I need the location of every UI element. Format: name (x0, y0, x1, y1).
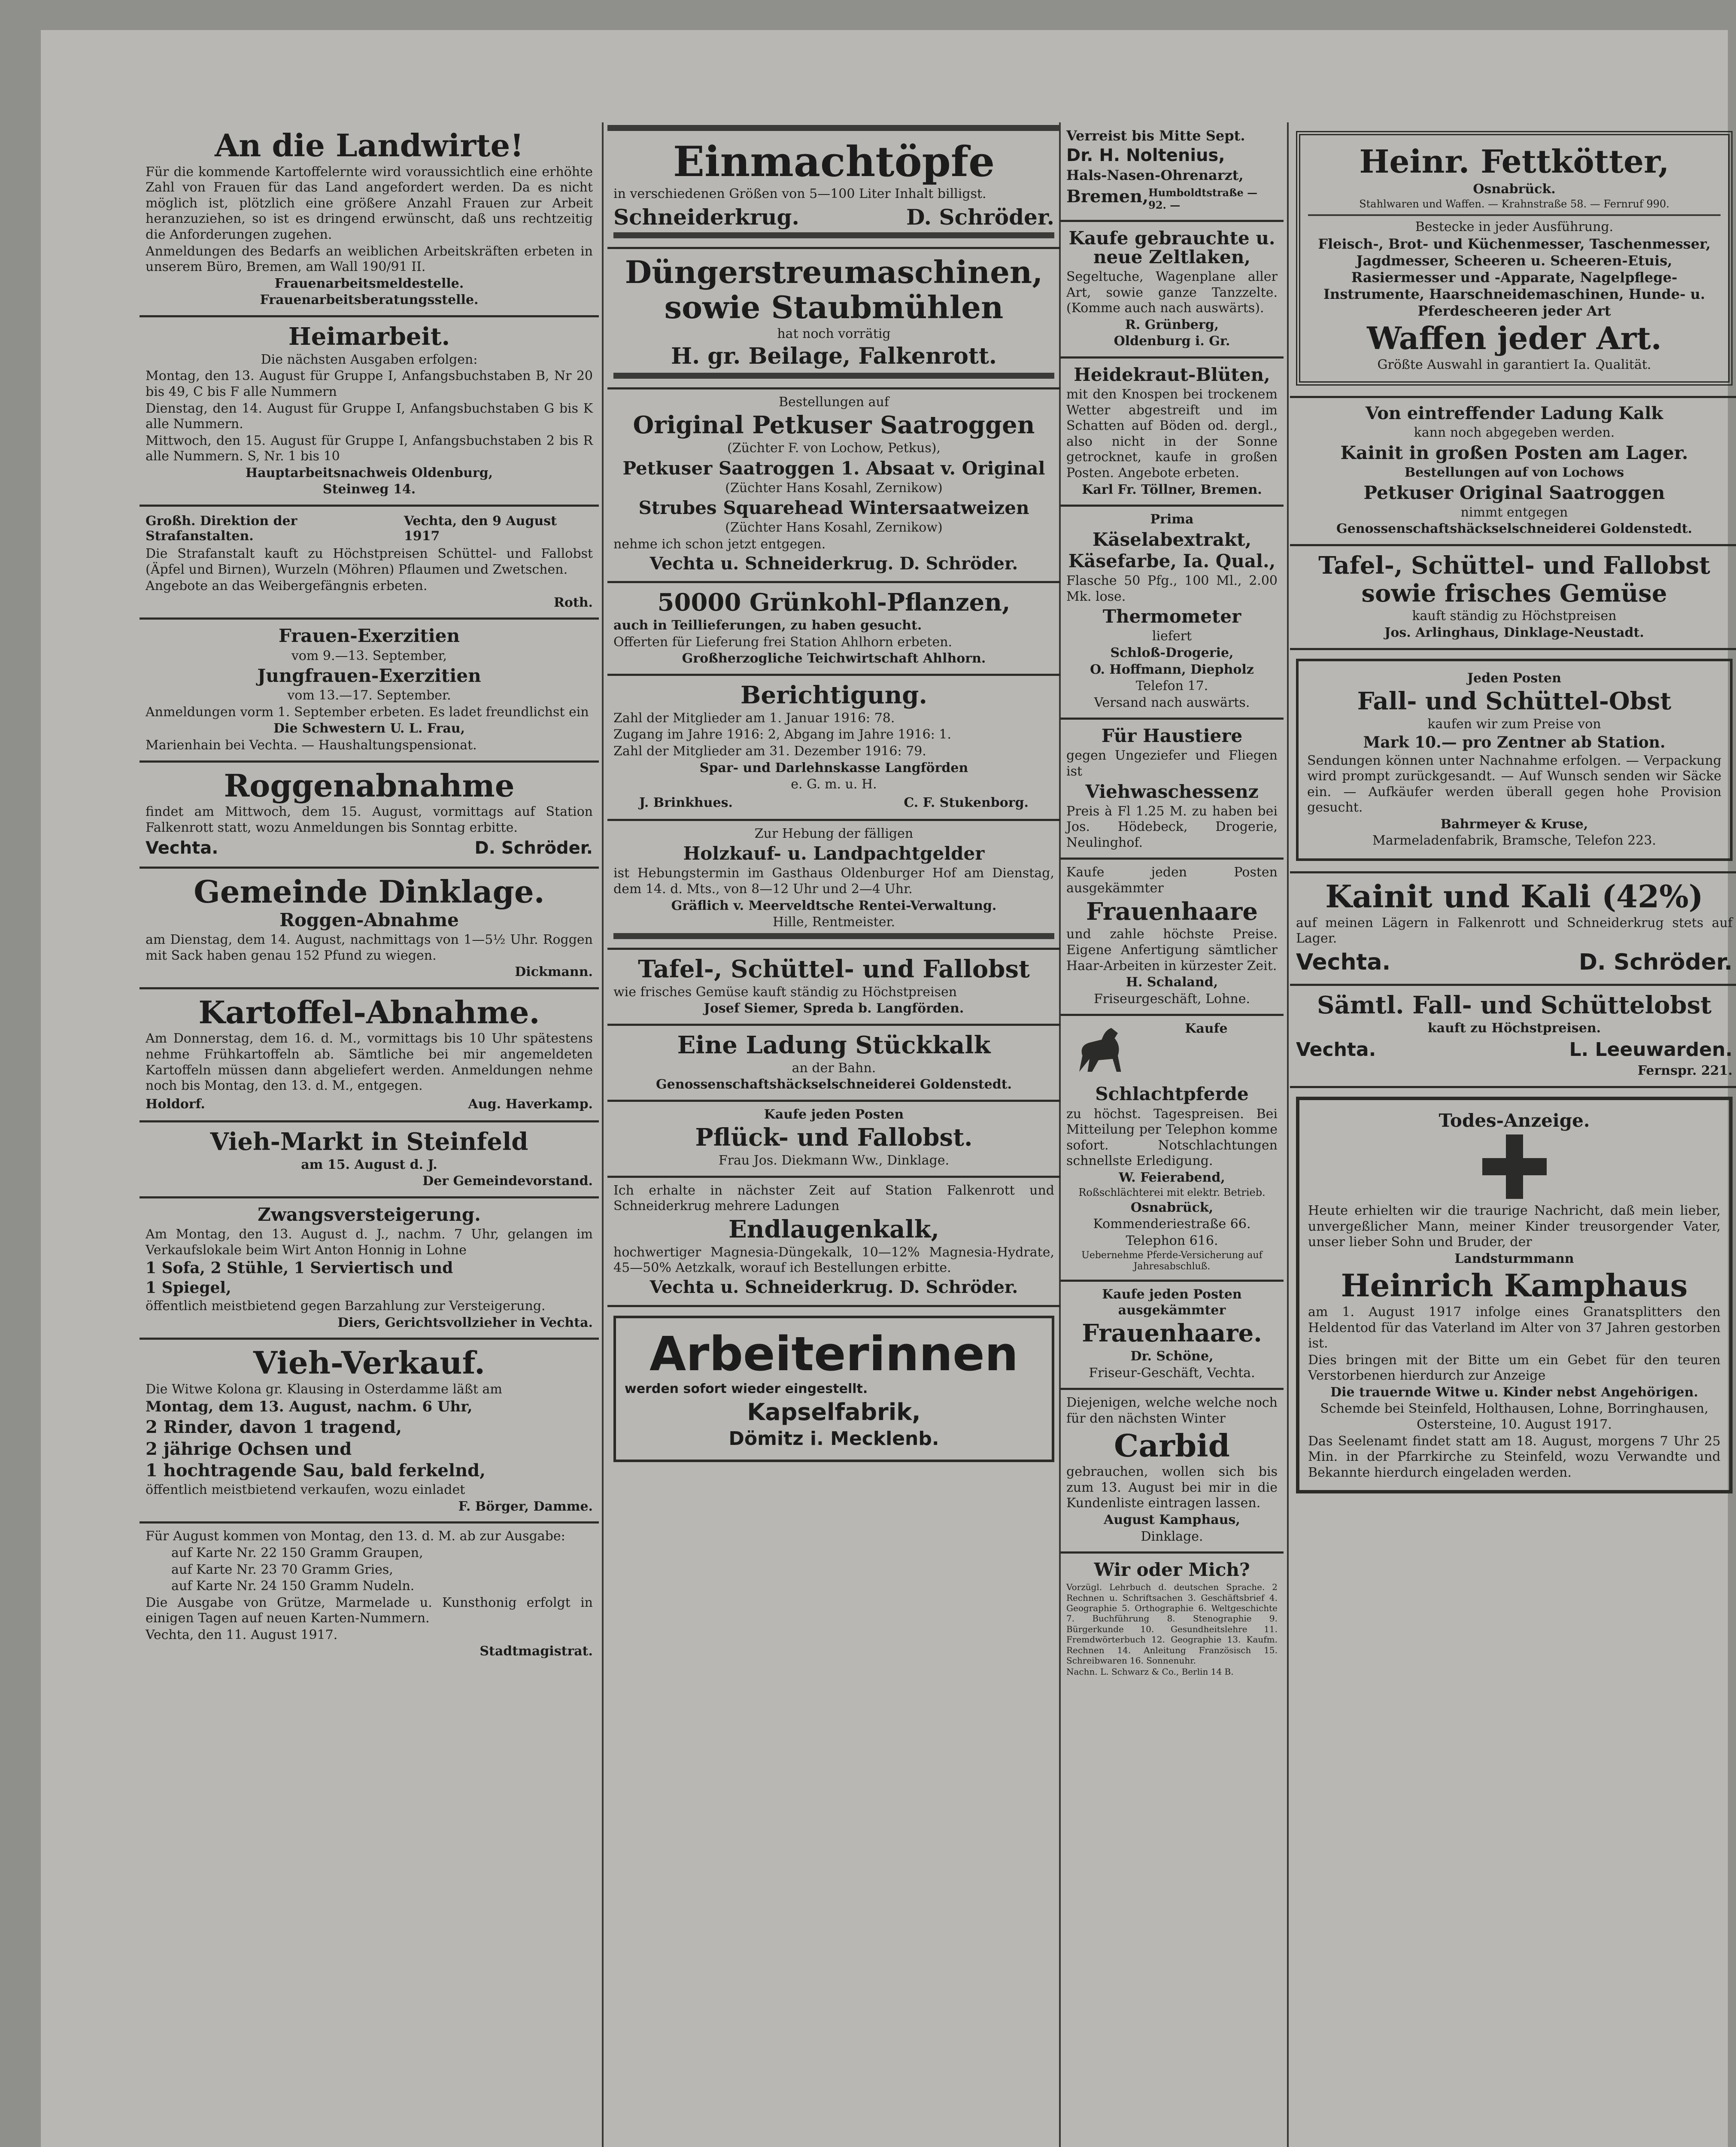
ad-bahrmeyer (1290, 650, 1736, 873)
ad-viehverkauf (140, 1340, 599, 1524)
ad-heidekraut (1060, 359, 1284, 507)
ad-body: Dies bringen mit der Bitte um ein Gebet für den teuren Verstorbenen hierdurch zur Anzeige (1308, 1352, 1721, 1384)
ad-title: Tafel-, Schüttel- und Fallobst (638, 955, 1030, 983)
ad-signature: O. Hoffmann, Diepholz (1090, 662, 1254, 677)
ad-pretitle: Kaufe jeden Posten ausgekämmter (1066, 865, 1278, 896)
ad-signature: Oldenburg i. Gr. (1114, 334, 1230, 349)
ad-body: Sendungen können unter Nachnahme erfolgen. — Verpackung wird prompt zurückgesandt. — Auf Wunsch senden wir Säcke ein. — Aufkäufer werden überall gegen hohe Provision gesucht. (1307, 753, 1721, 815)
ad-title: Käsefarbe, Ia. Qual., (1068, 550, 1276, 572)
ad-gruenkohl (607, 583, 1060, 676)
ad-zwangsversteigerung (140, 1198, 599, 1340)
ad-title: Petkuser Original Saatroggen (1363, 482, 1665, 503)
ad-date: vom 13.—17. September. (287, 688, 451, 703)
ad-title: Fall- und Schüttel-Obst (1357, 687, 1672, 716)
ad-noltenius (1060, 122, 1284, 222)
ad-body: Dienstag, den 14. August für Gruppe I, Anfangsbuchstaben G bis K alle Nummern. (146, 401, 593, 432)
ad-signature: Die Schwestern U. L. Frau, (273, 721, 465, 736)
ad-title: Heimarbeit. (288, 322, 450, 351)
column-2 (607, 122, 1060, 1472)
ad-title: Frauenhaare (1086, 897, 1258, 926)
ad-body: Anmeldungen vorm 1. September erbeten. Es ladet freundlichst ein (146, 704, 589, 720)
ad-ration: auf Karte Nr. 24 150 Gramm Nudeln. (171, 1578, 415, 1594)
ad-title: Strubes Squarehead Wintersaatweizen (638, 497, 1029, 519)
ad-line: Verreist bis Mitte Sept. (1066, 128, 1245, 144)
ad-body: gebrauchen, wollen sich bis zum 13. August bei mir in die Kundenliste eintragen lassen. (1066, 1464, 1278, 1511)
ad-address: Stahlwaren und Waffen. — Krahnstraße 58. — Fernruf 990. (1359, 198, 1669, 210)
ad-signature: Kommenderiestraße 66. (1093, 1216, 1251, 1232)
ad-title: Carbid (1114, 1427, 1230, 1464)
ad-pflueckobst (607, 1102, 1060, 1178)
ad-todesanzeige (1290, 1088, 1736, 1504)
ad-body: an der Bahn. (792, 1060, 876, 1076)
ad-body: Am Montag, den 13. August d. J., nachm. 7 Uhr, gelangen im Verkaufslokale beim Wirt Anton Honnig in Lohne (146, 1226, 593, 1258)
ad-body: findet am Mittwoch, dem 15. August, vormittags auf Station Falkenrott statt, wozu Anmeldungen bis Sonntag erbitte. (146, 804, 593, 835)
ad-title: Kainit und Kali (42%) (1325, 878, 1703, 915)
ad-signature: J. Brinkhues. (639, 795, 733, 810)
ad-title: An die Landwirte! (215, 127, 524, 164)
ad-signature: Versand nach auswärts. (1094, 695, 1250, 710)
ad-frame (1296, 1097, 1733, 1494)
ad-einmachtoepfe (607, 134, 1060, 249)
ad-signature: Großherzogliche Teichwirtschaft Ahlhorn. (682, 651, 986, 666)
ad-body: werden sofort wieder eingestellt. (625, 1381, 868, 1397)
ad-body: Für die kommende Kartoffelernte wird voraussichtlich eine erhöhte Zahl von Frauen für das Land angefordert werden. Da es nicht möglich ist, plötzlich eine größere Anzahl Frauen zur Arbeit heranzuziehen, so ist es dringend erwünscht, daß uns rechtzeitig die Anforderungen zugehen. (146, 164, 593, 242)
ad-item: 2 jährige Ochsen und (146, 1438, 352, 1459)
ad-body: Die Strafanstalt kauft zu Höchstpreisen Schüttel- und Fallobst (Äpfel und Birnen), Wurzeln (Möhren) Pflaumen und Zwetschen. (146, 546, 593, 577)
decorative-bar (613, 232, 1054, 238)
ad-title: Thermometer (1102, 606, 1241, 627)
ad-title: Tafel-, Schüttel- und Fallobst (1318, 551, 1710, 580)
ad-name: Heinrich Kamphaus (1341, 1267, 1688, 1304)
ad-title: Frauen-Exerzitien (279, 625, 460, 647)
ad-subtitle: Roggen-Abnahme (279, 909, 459, 931)
ad-body: Die Ausgabe von Grütze, Marmelade u. Kunsthonig erfolgt in einigen Tagen auf neuen Karten-Nummern. (146, 1595, 593, 1626)
ad-note: (Züchter Hans Kosahl, Zernikow) (725, 520, 943, 535)
ad-title: Eine Ladung Stückkalk (677, 1031, 991, 1059)
ad-leeuwarden (1290, 986, 1736, 1088)
ad-city: Bremen, (1066, 186, 1149, 207)
ad-heading: Großh. Direktion der Strafanstalten. (146, 514, 297, 544)
ad-pretitle: Ich erhalte in nächster Zeit auf Station Falkenrott und Schneiderkrug mehrere Ladungen (613, 1183, 1054, 1214)
ad-signature: August Kamphaus, (1104, 1512, 1240, 1527)
ad-wir-oder-mich (1060, 1554, 1284, 1684)
ad-date: Vechta, den 11. August 1917. (146, 1627, 338, 1642)
ad-line: Zahl der Mitglieder am 1. Januar 1916: 78. (613, 710, 895, 726)
ad-body: kaufen wir zum Preise von (1427, 717, 1601, 732)
ad-body: Bestecke in jeder Ausführung. (1415, 219, 1614, 234)
ad-footer: Größte Auswahl in garantiert Ia. Qualität. (1377, 357, 1651, 372)
ad-kartoffel (140, 989, 599, 1122)
ad-signature: Frauenarbeitsmeldestelle. (274, 276, 464, 291)
ad-title: Kaufe gebrauchte u. neue Zeltlaken, (1068, 227, 1275, 268)
ad-price: Mark 10.— pro Zentner ab Station. (1363, 733, 1666, 751)
ad-frauenhaare-lohne (1060, 860, 1284, 1016)
newspaper-page (41, 30, 1733, 2147)
ad-body: und zahle höchste Preise. Eigene Anfertigung sämtlicher Haar-Arbeiten in kürzester Zeit. (1066, 927, 1278, 973)
ad-frauenhaare-vechta (1060, 1282, 1284, 1390)
ad-title: Arbeiterinnen (649, 1326, 1019, 1381)
ad-arbeiterinnen (607, 1307, 1060, 1473)
ad-signature: Dinklage. (1141, 1529, 1203, 1544)
ad-kalk-kainit (1290, 398, 1736, 546)
ad-body: am 1. August 1917 infolge eines Granatsplitters den Heldentod für das Vaterland im Alter von 37 Jahren gestorben ist. (1308, 1304, 1721, 1351)
ad-tafelobst (607, 950, 1060, 1026)
ad-title: Petkuser Saatroggen 1. Absaat v. Original (622, 457, 1045, 479)
ad-signature: Dömitz i. Mecklenb. (728, 1427, 939, 1450)
ad-item: 2 Rinder, davon 1 tragend, (146, 1417, 402, 1437)
ad-pretitle: Prima (1150, 512, 1194, 527)
ad-signature: Frauenarbeitsberatungsstelle. (260, 292, 479, 308)
ad-signature: Der Gemeindevorstand. (422, 1174, 593, 1189)
ad-signature: Josef Siemer, Spreda b. Langförden. (704, 1001, 964, 1016)
ad-signature: Roth. (553, 595, 593, 610)
ad-body: in verschiedenen Größen von 5—100 Liter Inhalt billigst. (613, 186, 986, 201)
ad-signature: Marmeladenfabrik, Bramsche, Telefon 223. (1372, 833, 1656, 848)
ad-frame (613, 1316, 1054, 1463)
ad-item: 1 hochtragende Sau, bald ferkelnd, (146, 1460, 486, 1481)
ad-haustiere (1060, 720, 1284, 860)
ad-signature: Hille, Rentmeister. (772, 915, 895, 930)
ad-body: wie frisches Gemüse kauft ständig zu Höchstpreisen (613, 984, 957, 1000)
ad-body: Flasche 50 Pfg., 100 Ml., 2.00 Mk. lose. (1066, 573, 1278, 604)
ad-direktion (140, 507, 599, 620)
ad-item: 1 Sofa, 2 Stühle, 1 Serviertisch und (146, 1259, 453, 1277)
ad-signature: Jos. Arlinghaus, Dinklage-Neustadt. (1384, 625, 1644, 641)
ad-berichtigung (607, 676, 1060, 821)
ad-body: auch in Teillieferungen, zu haben gesucht. (613, 618, 922, 633)
ad-title: Jungfrauen-Exerzitien (257, 665, 481, 687)
ad-note: (Züchter F. von Lochow, Petkus), (727, 441, 941, 456)
iron-cross-icon (1482, 1134, 1547, 1199)
ad-body: Vorzügl. Lehrbuch d. deutschen Sprache. 2 Rechnen u. Schriftsachen 3. Geschäftsbrief 4. Geographie 5. Orthographie 6. Weltgeschichte 7. Buchführung 8. Stenographie 9. Bürgerkunde 10. Gesundheitslehre 11. Fremdwörterbuch 12. Geographie 13. Kaufm. Rechnen 14. Anleitung Französisch 15. Schreibwaren 16. Sonnenuhr. (1066, 1582, 1278, 1666)
ad-title: Berichtigung. (741, 681, 927, 709)
ad-title: Wir oder Mich? (1094, 1559, 1250, 1581)
ad-line: Zugang im Jahre 1916: 2, Abgang im Jahre 1916: 1. (613, 727, 951, 742)
ad-line: Dr. H. Noltenius, (1066, 146, 1225, 166)
ad-title: sowie Staubmühlen (664, 289, 1004, 325)
ad-address: Humboldtstraße — 92. — (1148, 186, 1258, 211)
ad-title: Kainit in großen Posten am Lager. (1340, 442, 1688, 463)
ad-family: Die trauernde Witwe u. Kinder nebst Angehörigen. (1330, 1384, 1698, 1400)
ad-body: Die nächsten Ausgaben erfolgen: (261, 352, 478, 367)
ad-pretitle: Zur Hebung der fälligen (754, 826, 914, 841)
ad-signature: Karl Fr. Töllner, Bremen. (1082, 482, 1262, 497)
decorative-bar (613, 933, 1054, 939)
ad-title: Frauenhaare. (1082, 1319, 1262, 1348)
ad-title: Schlachtpferde (1095, 1083, 1249, 1105)
ad-place: Vechta. (1296, 949, 1391, 975)
ad-body: öffentlich meistbietend verkaufen, wozu einladet (146, 1482, 465, 1498)
ad-title: Düngerstreumaschinen, (625, 254, 1043, 291)
horse-icon (1066, 1020, 1131, 1085)
ad-zeltlaken (1060, 222, 1284, 359)
ad-date: Montag, dem 13. August, nachm. 6 Uhr, (146, 1398, 473, 1416)
divider (1308, 214, 1721, 216)
ad-pretitle: Bestellungen auf von Lochows (1404, 465, 1624, 480)
ad-signature: Vechta u. Schneiderkrug. D. Schröder. (649, 1277, 1018, 1297)
ad-line: kann noch abgegeben werden. (1414, 425, 1615, 441)
ad-body: Am Donnerstag, dem 16. d. M., vormittags bis 10 Uhr spätestens nehme Frühkartoffeln ab. Sämtliche bei mir angemeldeten Kartoffeln müssen dann abgeliefert werden. Anmeldungen nehme noch bis Montag, den 13. d. M., entgegen. (146, 1031, 593, 1094)
ad-kainit-kali (1290, 873, 1736, 986)
ad-signature: Aug. Haverkamp. (468, 1096, 593, 1112)
ad-title: Holzkauf- u. Landpachtgelder (683, 843, 985, 864)
ad-signature: Friseurgeschäft, Lohne. (1093, 991, 1250, 1007)
ad-signature: Nachn. L. Schwarz & Co., Berlin 14 B. (1066, 1667, 1234, 1677)
ad-exerzitien (140, 620, 599, 762)
ad-body: Die Witwe Kolona gr. Klausing in Osterdamme läßt am (146, 1381, 502, 1397)
ad-signature: Schloß-Drogerie, (1110, 645, 1234, 660)
ad-title: Für Haustiere (1101, 725, 1243, 747)
ad-body: nimmt entgegen (1460, 505, 1568, 520)
ad-signature: Bahrmeyer & Kruse, (1440, 816, 1588, 832)
ad-signature: L. Leeuwarden. (1569, 1039, 1733, 1061)
ad-pretitle: Diejenigen, welche welche noch für den nächsten Winter (1066, 1395, 1278, 1426)
ad-title: Heidekraut-Blüten, (1074, 364, 1270, 386)
ad-signature: H. gr. Beilage, Falkenrott. (671, 343, 997, 370)
ad-title: Viehwaschessenz (1085, 781, 1259, 802)
ad-signature: Hauptarbeitsnachweis Oldenburg, (245, 465, 493, 480)
ad-rank: Landsturmmann (1454, 1251, 1574, 1266)
ad-body: Heute erhielten wir die traurige Nachricht, daß mein lieber, unvergeßlicher Mann, meiner Kinder treusorgender Vater, unser lieber Sohn und Bruder, der (1308, 1203, 1721, 1250)
ad-signature: D. Schröder. (474, 838, 593, 858)
ad-frame (1296, 659, 1733, 861)
ad-item: 1 Spiegel, (146, 1279, 231, 1297)
ad-signature: Marienhain bei Vechta. — Haushaltungspensionat. (146, 738, 477, 753)
ad-signature: R. Grünberg, (1125, 317, 1219, 332)
ad-body: öffentlich meistbietend gegen Barzahlung zur Versteigerung. (146, 1298, 546, 1314)
ad-pretitle: Kaufe jeden Posten ausgekämmter (1102, 1287, 1242, 1318)
ad-ration: auf Karte Nr. 22 150 Gramm Graupen, (171, 1545, 423, 1560)
ad-pretitle: Jeden Posten (1467, 670, 1561, 686)
ad-subtitle: am 15. August d. J. (301, 1157, 437, 1172)
ad-body: Offerten für Lieferung frei Station Ahlhorn erbeten. (613, 634, 953, 650)
ad-line: e. G. m. u. H. (791, 777, 877, 792)
decorative-bar (607, 125, 1060, 131)
ad-body: kauft ständig zu Höchstpreisen (1412, 608, 1617, 624)
ad-note: (Züchter Hans Kosahl, Zernikow) (725, 480, 943, 496)
ad-body: Für August kommen von Montag, den 13. d. M. ab zur Ausgabe: (146, 1529, 565, 1544)
ad-body: hat noch vorrätig (777, 326, 891, 341)
ad-title: Original Petkuser Saatroggen (633, 411, 1035, 440)
ad-title: Vieh-Verkauf. (253, 1344, 486, 1381)
ad-signature: F. Börger, Damme. (458, 1499, 593, 1514)
ad-body: gegen Ungeziefer und Fliegen ist (1066, 748, 1278, 779)
column-rule (602, 122, 604, 2147)
ad-duenger (607, 249, 1060, 389)
ad-signature: Steinweg 14. (322, 482, 416, 497)
ad-place: Vechta. (146, 838, 219, 858)
ad-signature: Genossenschaftshäckselschneiderei Goldenstedt. (1336, 521, 1692, 537)
ad-body: Anmeldungen des Bedarfs an weiblichen Arbeitskräften erbeten in unserem Büro, Bremen, am Wall 190/91 II. (146, 243, 593, 275)
ad-schlachtpferde (1060, 1016, 1284, 1282)
ad-date: Vechta, den 9 August 1917 (404, 514, 557, 544)
ad-phone: Fernspr. 221. (1637, 1063, 1733, 1079)
ad-title: 50000 Grünkohl-Pflanzen, (657, 588, 1011, 617)
ad-line: Zahl der Mitglieder am 31. Dezember 1916: 79. (613, 743, 926, 759)
ad-dinklage (140, 869, 599, 989)
ad-signature: W. Feierabend, (1119, 1170, 1225, 1185)
column-1 (140, 122, 599, 1667)
ad-endlaugenkalk (607, 1178, 1060, 1307)
ad-signature: Dr. Schöne, (1130, 1349, 1214, 1364)
ad-pretitle: Kaufe jeden Posten (764, 1107, 904, 1122)
ad-signature: D. Schröder. (1578, 949, 1733, 975)
ad-body: Preis à Fl 1.25 M. zu haben bei Jos. Hödebeck, Drogerie, Neulinghof. (1066, 803, 1278, 850)
ad-line: Spar- und Darlehnskasse Langförden (699, 760, 968, 775)
ad-title: Todes-Anzeige. (1439, 1110, 1590, 1131)
ad-signature: Diers, Gerichtsvollzieher in Vechta. (337, 1315, 593, 1330)
ad-title: Einmachtöpfe (673, 137, 995, 186)
ad-body: Fleisch-, Brot- und Küchenmesser, Taschenmesser, Jagdmesser, Scheeren u. Scheeren-Etuis, Rasiermesser und -Apparate, Nagelpflege-Instrumente, Haarschneidemaschinen, Hunde- u. Pferdescheeren jeder Art (1318, 236, 1711, 319)
ad-title: sowie frisches Gemüse (1361, 579, 1667, 608)
ad-tafelobst-arlinghaus (1290, 546, 1736, 650)
ad-body: kauft zu Höchstpreisen. (1427, 1020, 1601, 1036)
ad-title: Kartoffel-Abnahme. (198, 994, 540, 1031)
ad-signature: Roßschlächterei mit elektr. Betrieb. (1078, 1186, 1266, 1199)
ad-body: zu höchst. Tagespreisen. Bei Mitteilung per Telephon komme sofort. Notschlachtungen schnellste Erledigung. (1066, 1106, 1278, 1169)
ad-signature: Uebernehme Pferde-Versicherung auf Jahresabschluß. (1081, 1250, 1263, 1272)
ad-body: Mittwoch, den 15. August für Gruppe I, Anfangsbuchstaben 2 bis R alle Nummern. S, Nr. 1 bis 10 (146, 433, 593, 464)
ad-signature: Dickmann. (515, 964, 593, 980)
ad-title: Waffen jeder Art. (1367, 320, 1662, 357)
ad-holzkauf (607, 821, 1060, 950)
ad-title: Endlaugenkalk, (728, 1215, 939, 1244)
ad-stadtmagistrat (140, 1524, 599, 1667)
ad-place: Schemde bei Steinfeld, Holthausen, Lohne, Borringhausen, Ostersteine, 10. August 1917. (1320, 1401, 1709, 1432)
ad-pretitle: Bestellungen auf (779, 394, 889, 410)
ad-body: hochwertiger Magnesia-Düngekalk, 10—12% Magnesia-Hydrate, 45—50% Aetzkalk, worauf ich Bestellungen erbitte. (613, 1244, 1054, 1276)
ad-title: Zwangsversteigerung. (258, 1204, 481, 1225)
ad-body: liefert (1152, 629, 1192, 644)
ad-frame (1296, 131, 1733, 386)
ad-body: Angebote an das Weibergefängnis erbeten. (146, 578, 428, 594)
ad-line: Hals-Nasen-Ohrenarzt, (1066, 167, 1244, 183)
ad-title: Roggenabnahme (224, 767, 515, 804)
ad-place: Holdorf. (146, 1096, 205, 1112)
ad-body: ist Hebungstermin im Gasthaus Oldenburger Hof am Dienstag, dem 14. d. Mts., von 8—12 Uhr und 2—4 Uhr. (613, 866, 1054, 897)
ad-carbid (1060, 1390, 1284, 1554)
ad-heimarbeit (140, 317, 599, 507)
ad-signature: Telephon 616. (1126, 1233, 1218, 1248)
decorative-bar (613, 373, 1054, 379)
ad-signature: Gräflich v. Meerveldtsche Rentei-Verwaltung. (671, 898, 997, 913)
ad-signature: Friseur-Geschäft, Vechta. (1089, 1365, 1255, 1381)
ad-body: mit den Knospen bei trockenem Wetter abgestreift und im Schatten auf Böden od. dergl., also nicht in der Sonne getrocknet, kaufe in großen Posten. Angebote erbeten. (1066, 387, 1278, 481)
ad-kaeselab (1060, 507, 1284, 720)
ad-body: am Dienstag, dem 14. August, nachmittags von 1—5½ Uhr. Roggen mit Sack haben genau 152 Pfund zu wiegen. (146, 932, 593, 963)
ad-viehmarkt (140, 1122, 599, 1198)
ad-body: auf meinen Lägern in Falkenrott und Schneiderkrug stets auf Lager. (1296, 915, 1733, 946)
ad-city: Osnabrück. (1473, 181, 1556, 197)
ad-line: Von eintreffender Ladung Kalk (1365, 403, 1663, 424)
ad-signature: Genossenschaftshäckselschneiderei Goldenstedt. (656, 1077, 1012, 1092)
ad-signature: Stadtmagistrat. (480, 1644, 593, 1659)
ad-petkuser (607, 389, 1060, 584)
ad-title: Käselabextrakt, (1092, 529, 1252, 550)
ad-title: Sämtl. Fall- und Schüttelobst (1317, 991, 1712, 1019)
ad-signature: H. Schaland, (1126, 975, 1218, 990)
ad-signature: Telefon 17. (1135, 678, 1208, 694)
ad-title: Gemeinde Dinklage. (194, 873, 545, 910)
ad-signature: Kapselfabrik, (747, 1398, 921, 1426)
ad-body: Das Seelenamt findet statt am 18. August, morgens 7 Uhr 25 Min. in der Pfarrkirche zu Steinfeld, wozu Verwandte und Bekannte hierdurch eingeladen werden. (1308, 1433, 1721, 1480)
column-4 (1290, 122, 1736, 1504)
ad-fettkoetter (1290, 122, 1736, 398)
ad-pretitle: Kaufe (1185, 1021, 1228, 1037)
ad-place: Vechta. (1296, 1039, 1376, 1061)
ad-signature: Vechta u. Schneiderkrug. D. Schröder. (649, 553, 1018, 574)
ad-place: Schneiderkrug. (613, 204, 799, 230)
column-rule (1287, 122, 1289, 2147)
column-3 (1060, 122, 1284, 1684)
ad-body: Montag, den 13. August für Gruppe I, Anfangsbuchstaben B, Nr 20 bis 49, C bis F alle Nummern (146, 368, 593, 399)
ad-body: Segeltuche, Wagenplane aller Art, sowie ganze Tanzzelte. (Komme auch nach auswärts). (1066, 269, 1278, 316)
ad-stueckkalk (607, 1026, 1060, 1102)
ad-date: vom 9.—13. September, (291, 648, 447, 663)
ad-body: nehme ich schon jetzt entgegen. (613, 536, 826, 552)
ad-signature: C. F. Stukenborg. (904, 795, 1029, 810)
ad-title: Pflück- und Fallobst. (695, 1123, 973, 1152)
ad-title: Heinr. Fettkötter, (1359, 143, 1669, 180)
ad-title: Vieh-Markt in Steinfeld (210, 1127, 528, 1156)
ad-signature: Frau Jos. Diekmann Ww., Dinklage. (718, 1153, 950, 1168)
ad-signature: Osnabrück, (1130, 1200, 1214, 1215)
ad-ration: auf Karte Nr. 23 70 Gramm Gries, (171, 1562, 393, 1577)
ad-signature: D. Schröder. (906, 204, 1054, 230)
ad-roggenabnahme (140, 763, 599, 869)
ad-landwirte (140, 122, 599, 317)
